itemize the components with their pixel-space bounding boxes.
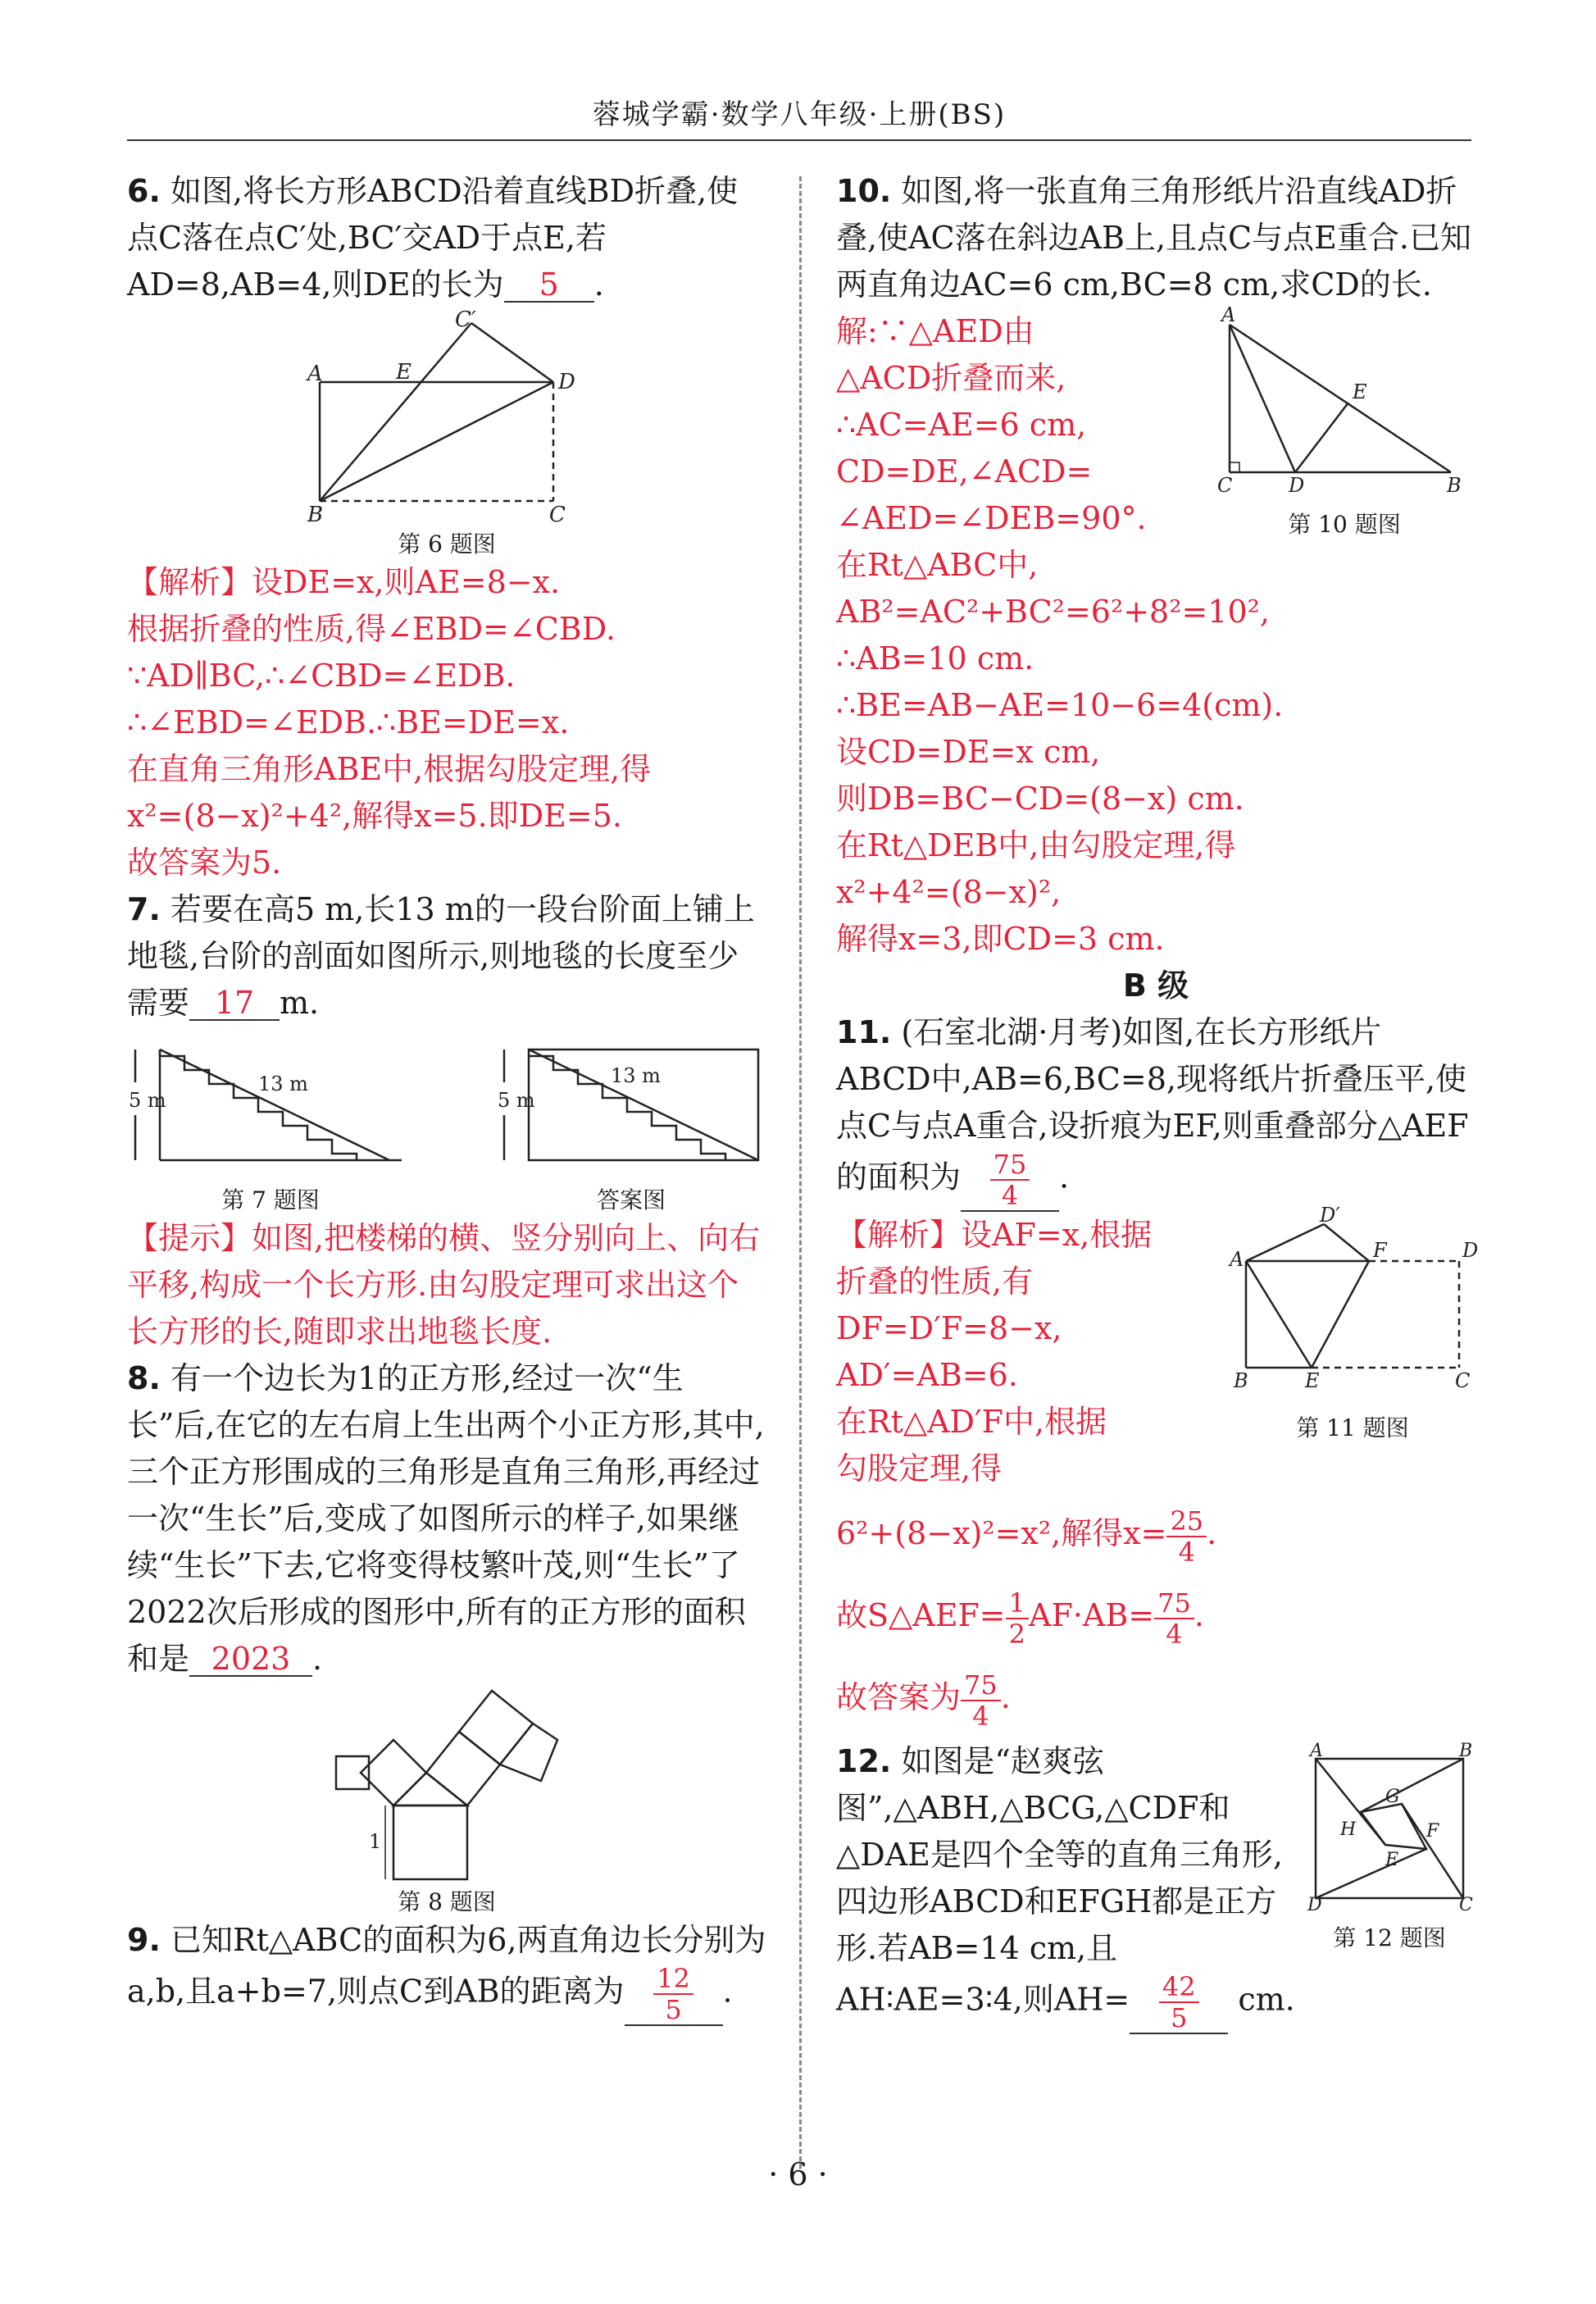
question-11: 11. (石室北湖·月考)如图,在长方形纸片ABCD中,AB=6,BC=8,现将纸片折叠压平,使点C与点A重合,设折痕为EF,则重叠部分△AEF的面积为 $\frac{75}{4}$ . xyxy=(836,1014,1469,1211)
svg-text:13 m: 13 m xyxy=(611,1064,661,1087)
svg-text:5 m: 5 m xyxy=(129,1089,166,1112)
figure-q11: A B E C F D D′ 第 11 题图 xyxy=(1230,1204,1479,1441)
label-A: A xyxy=(307,362,323,386)
answer-blank: 2023 xyxy=(189,1642,312,1677)
label-B: B xyxy=(307,503,324,527)
svg-text:1: 1 xyxy=(369,1830,382,1853)
question-7: 7. 若要在高5 m,长13 m的一段台阶面上铺上地毯,台阶的剖面如图所示,则地毯的长度至少需要 17 m. xyxy=(127,891,755,1021)
left-column xyxy=(127,168,766,2026)
svg-text:13 m: 13 m xyxy=(258,1072,308,1095)
svg-text:A: A xyxy=(1310,1741,1323,1761)
caption-q6: 第 6 题图 xyxy=(398,530,496,558)
solution-q11-cont: 6²+(8−x)²=x²,解得x= $\frac{25}{4}$ . 故S△AEF= $\frac{1}{2}$ AF·AB= $\frac{75}{4}$ . 故答案为 $\frac{75}{4}$ . xyxy=(836,1505,1217,1732)
svg-text:G: G xyxy=(1385,1787,1400,1807)
svg-text:F: F xyxy=(1373,1239,1387,1262)
svg-text:D: D xyxy=(1462,1239,1479,1262)
svg-text:B: B xyxy=(1234,1369,1248,1392)
q11-block xyxy=(836,1204,1479,1738)
header-rule xyxy=(127,139,1471,141)
svg-text:5 m: 5 m xyxy=(498,1089,535,1112)
column-divider xyxy=(799,176,802,2169)
figure-q6 xyxy=(307,307,586,530)
svg-text:C: C xyxy=(1455,1369,1471,1392)
figures-q7 xyxy=(127,1033,766,1215)
right-column xyxy=(836,168,1479,2034)
svg-text:D: D xyxy=(1307,1895,1322,1915)
page-header: 蓉城学霸·数学八年级·上册(BS) xyxy=(592,98,1007,131)
svg-text:B: B xyxy=(1459,1741,1473,1761)
label-Cp: C′ xyxy=(455,307,476,332)
figure-q7: 5 m 13 m 第 7 题图 xyxy=(127,1033,414,1215)
svg-text:A: A xyxy=(1230,1248,1244,1271)
answer-fraction: $\frac{42}{5}$ xyxy=(1159,1972,1199,2033)
svg-text:C: C xyxy=(1217,474,1233,497)
figure-q8 xyxy=(311,1691,582,1887)
label-C: C xyxy=(549,503,566,527)
svg-text:E: E xyxy=(1353,380,1367,403)
solution-q11: 【解析】设AF=x,根据 折叠的性质,有 DF=D′F=8−x, AD′=AB=6. 在Rt△AD′F中,根据 勾股定理,得 xyxy=(836,1217,1153,1487)
answer-fraction: $\frac{12}{5}$ xyxy=(653,1964,693,2024)
svg-text:E: E xyxy=(1385,1850,1399,1870)
answer-blank: 5 xyxy=(504,268,594,303)
answer-blank: 17 xyxy=(189,986,280,1021)
hint-q7: 【提示】如图,把楼梯的横、竖分别向上、向右平移,构成一个长方形.由勾股定理可求出这个长方形的长,随即求出地毯长度. xyxy=(127,1220,761,1350)
svg-text:A: A xyxy=(1221,303,1236,326)
solution-q6: 【解析】设DE=x,则AE=8−x. 根据折叠的性质,得∠EBD=∠CBD. ∵AD∥BC,∴∠CBD=∠EDB. ∴∠EBD=∠EDB.∴BE=DE=x. 在直角三角形ABE中,根据勾股定理,得 x²=(8−x)²+4²,解得x=5.即DE=5. 故答案为5. xyxy=(127,564,652,881)
svg-text:E: E xyxy=(1305,1369,1320,1392)
q12-block xyxy=(836,1738,1476,2034)
figure-q7-answer: 5 m 13 m 答案图 xyxy=(496,1033,766,1215)
figure-q12: A B C D E F G H 第 12 题图 xyxy=(1307,1741,1473,1951)
q10-block xyxy=(836,303,1476,963)
svg-text:F: F xyxy=(1426,1821,1439,1842)
caption-q8: 第 8 题图 xyxy=(398,1888,496,1915)
label-D: D xyxy=(558,370,575,394)
question-12: 12. 如图是“赵爽弦图”,△ABH,△BCG,△CDF和△DAE是四个全等的直角三角形,四边形ABCD和EFGH都是正方形.若AB=14 cm,且AH∶AE=3∶4,则AH= $\frac{42}{5}$ cm. xyxy=(836,1743,1295,2033)
level-heading: B 级 xyxy=(1122,968,1189,1004)
question-9: 9. 已知Rt△ABC的面积为6,两直角边长分别为a,b,且a+b=7,则点C到AB的距离为 $\frac{12}{5}$ . xyxy=(127,1922,766,2025)
question-8: 8. 有一个边长为1的正方形,经过一次“生长”后,在它的左右肩上生出两个小正方形,其中,三个正方形围成的三角形是直角三角形,再经过一次“生长”后,变成了如图所示的样子,如果继续“生长”下去,它将变得枝繁叶茂,则“生长”了2022次后形成的图形中,所有的正方形的面积和是 2023 . xyxy=(127,1360,765,1677)
solution-q10: 解:∵△AED由 △ACD折叠而来, ∴AC=AE=6 cm, CD=DE,∠ACD= ∠AED=∠DEB=90°. 在Rt△ABC中, AB²=AC²+BC²=6²+8²=10², ∴AB=10 cm. ∴BE=AB−AE=10−6=4(cm). 设CD=DE=x cm, 则DB=BC−CD=(8−x) cm. 在Rt△DEB中,由勾股定理,得 x²+4²=(8−x)², 解得x=3,即CD=3 cm. xyxy=(836,313,1284,957)
figure-q10: A C D B E 第 10 题图 xyxy=(1217,303,1462,538)
svg-text:D′: D′ xyxy=(1320,1204,1340,1227)
label-E: E xyxy=(396,360,412,385)
svg-text:D: D xyxy=(1289,474,1305,497)
answer-fraction: $\frac{75}{4}$ xyxy=(990,1150,1030,1210)
question-10: 10. 如图,将一张直角三角形纸片沿直线AD折叠,使AC落在斜边AB上,且点C与点E重合.已知两直角边AC=6 cm,BC=8 cm,求CD的长. xyxy=(836,173,1471,303)
svg-text:C: C xyxy=(1459,1895,1473,1915)
svg-text:H: H xyxy=(1340,1819,1357,1840)
question-6: 6. 如图,将长方形ABCD沿着直线BD折叠,使点C落在点C′处,BC′交AD于点E,若AD=8,AB=4,则DE的长为 5 . xyxy=(127,173,739,303)
svg-text:B: B xyxy=(1447,474,1462,497)
page-number: · 6 · xyxy=(768,2156,828,2192)
